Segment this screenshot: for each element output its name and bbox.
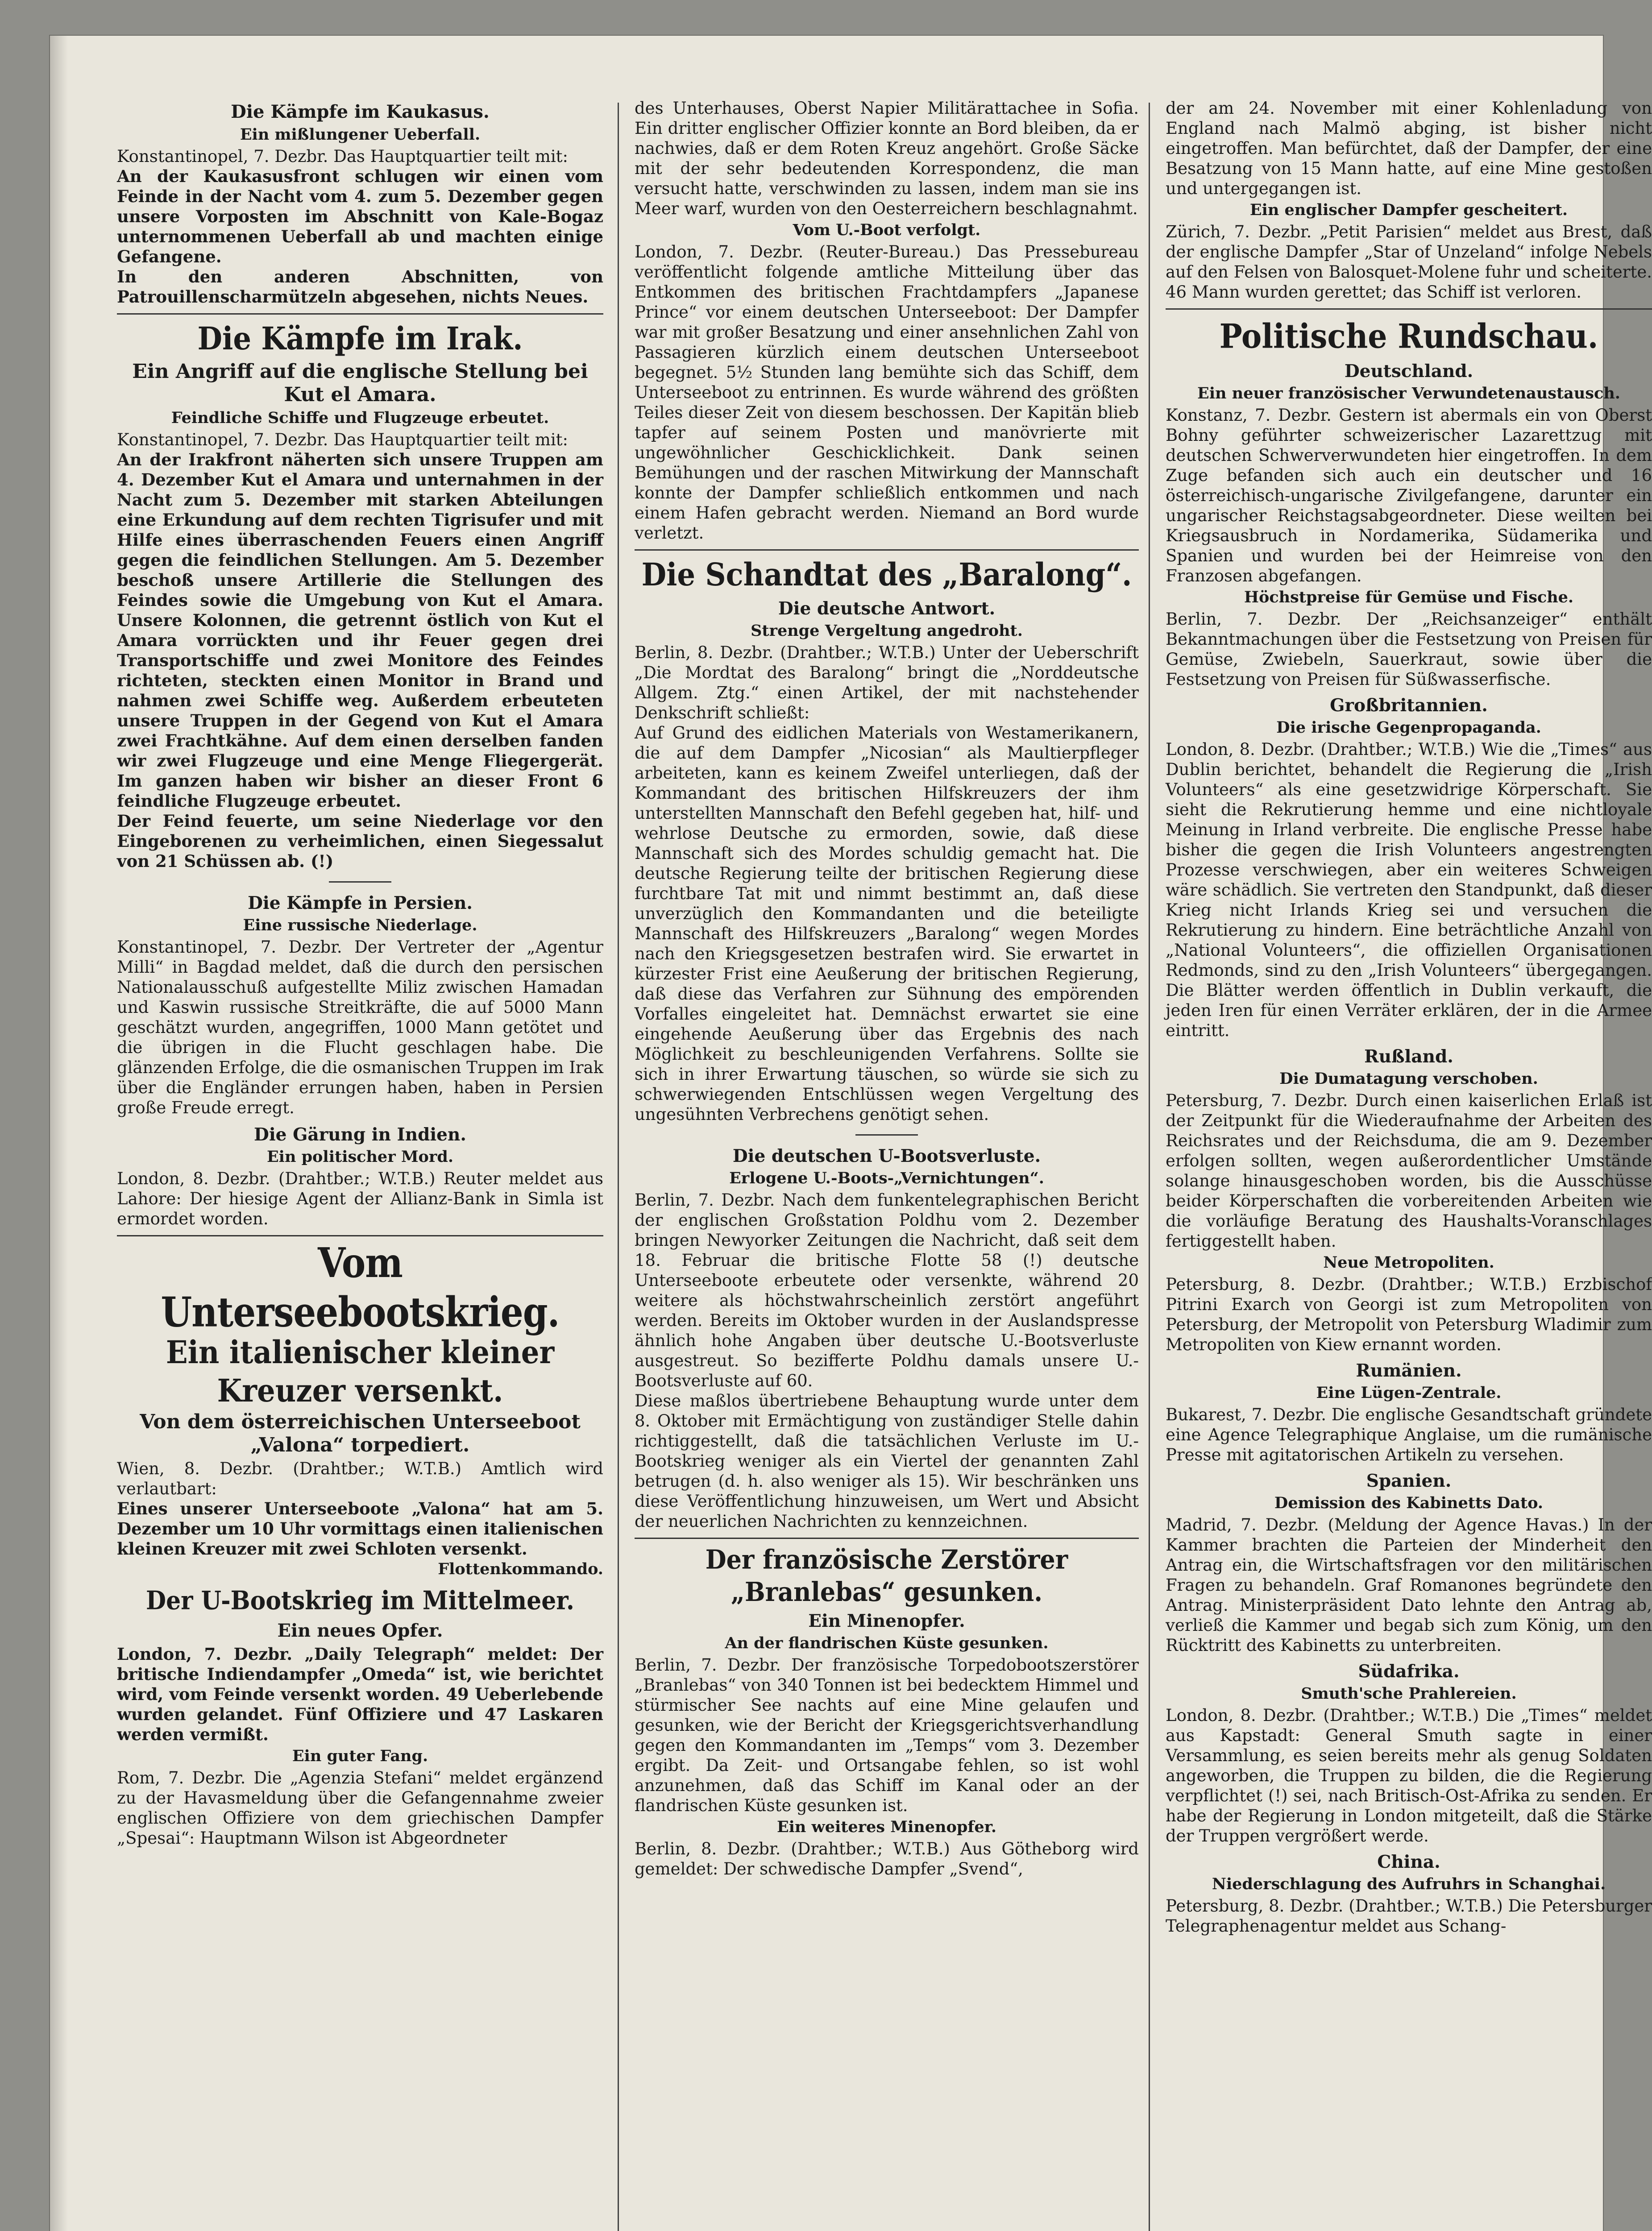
column-3 xyxy=(1166,98,1652,2231)
article-text: Eines unserer Unterseeboote „Valona“ hat am 5. Dezember um 10 Uhr vormittags einen italienischen kleinen Kreuzer mit zwei Schloten versenkt. xyxy=(117,1499,603,1559)
dateline: Konstantinopel, 7. Dezbr. Das Hauptquartier teilt mit: xyxy=(117,147,568,166)
article-text: Diese maßlos übertriebene Behauptung wurde unter dem 8. Oktober mit Ermächtigung von zuständiger Stelle dahin richtiggestellt, daß die tatsächlichen Verluste im U.-Bootskrieg weniger als ein Viertel der genannten Zahl betrugen (d. h. also weniger als 15). Wir beschränken uns diese Veröffentlichung hinzuweisen, um Wert und Absicht der neuerlichen Nachrichten zu kennzeichnen. xyxy=(635,1391,1139,1531)
article-ubootkrieg xyxy=(117,1238,603,1579)
section-politische-rundschau xyxy=(1166,318,1652,1936)
article-text: An der Irakfront näherten sich unsere Truppen am 4. Dezember Kut el Amara und unternahmen in der Nacht zum 5. Dezember mit starken Abteilungen eine Erkundung auf dem rechten Tigrisufer und mit Hilfe eines überraschenden Feuers einen Angriff gegen die feindlichen Stellungen. Am 5. Dezember beschoß unsere Artillerie die Stellungen des Feindes sowie die Umgebung von Kut el Amara. Unsere Kolonnen, die getrennt östlich von Kut el Amara vorrückten und ihr Feuer gegen drei Transportschiffe und zwei Monitore des Feindes richteten, steckten einen Monitor in Brand und nahmen zwei Schiffe weg. Außerdem erbeuteten unsere Truppen in der Gegend von Kut el Amara zwei Frachtkähne. Auf dem einen derselben fanden wir zwei Flugzeuge und eine Menge Fliegergerät. Im ganzen haben wir bisher an dieser Front 6 feindliche Flugzeuge erbeutet. xyxy=(117,450,603,811)
article-text: Auf Grund des eidlichen Materials von Westamerikanern, die auf dem Dampfer „Nicosian“ als Maultierpfleger arbeiteten, kann es keinem Zweifel unterliegen, daß der Kommandant des britischen Hilfskreuzers der ihm unterstellten Mannschaft den Befehl gegeben hat, hilf- und wehrlose Deutsche zu ermorden, sowie, daß diese Mannschaft sich des Mordes schuldig gemacht hat. Die deutsche Regierung teilte der britischen Regierung diese furchtbare Tat mit und nimmt bestimmt an, daß diese unverzüglich den Kommandanten und die beteiligte Mannschaft des Hilfskreuzers „Baralong“ wegen Mordes nach den Kriegsgesetzen bestrafen wird. Sie erwartet in kürzester Frist eine Aeußerung der britischen Regierung, daß diese das Verfahren zur Sühnung des empörenden Vorfalles eingeleitet hat. Demnächst erwartet sie eine eingehende Aeußerung über das Ergebnis des nach Möglichkeit zu beschleunigenden Verfahrens. Sollte sie sich in ihrer Erwartung täuschen, so würde sie sich zu schwerwiegenden Entschlüssen wegen Vergeltung des ungesühnten Verbrechens genötigt sehen. xyxy=(635,723,1139,1124)
country-heading: Rußland. xyxy=(1364,1046,1453,1067)
divider xyxy=(855,1134,918,1136)
subheadline: Strenge Vergeltung angedroht. xyxy=(751,622,1023,640)
subheadline: Neue Metropoliten. xyxy=(1323,1253,1494,1272)
headline: Die Gärung in Indien. xyxy=(254,1124,466,1145)
country-heading: China. xyxy=(1377,1852,1440,1872)
country-heading: Spanien. xyxy=(1366,1471,1452,1491)
subheadline: Ein mißlungener Ueberfall. xyxy=(240,125,481,144)
article-text: Petersburg, 7. Dezbr. Durch einen kaiserlichen Erlaß ist der Zeitpunkt für die Wiederaufnahme der Arbeiten des Reichsrates und der Reichsduma, die am 9. Dezember erfolgen sollten, wegen außerordentlicher Umstände solange hinausgeschoben worden, bis die Ausschüsse beider Körperschaften die vorbereitenden Arbeiten wie die vorläufige Beratung des Haushalts-Voranschlages fertiggestellt haben. xyxy=(1166,1091,1652,1251)
subheadline: Ein weiteres Minenopfer. xyxy=(776,1818,997,1836)
subheadline: Die deutsche Antwort. xyxy=(778,598,996,619)
subheadline: Die irische Gegenpropaganda. xyxy=(1276,718,1541,737)
article-text: Der Feind feuerte, um seine Niederlage vor den Eingeborenen zu verheimlichen, einen Siegessalut von 21 Schüssen ab. (!) xyxy=(117,811,603,871)
article-text: Berlin, 7. Dezbr. Der französische Torpedobootszerstörer „Branlebas“ von 340 Tonnen ist bei bedecktem Himmel und stürmischer See nachts auf eine Mine gelaufen und gesunken, wie der Bericht der Kriegsgerichtsverhandlung gegen den Kommandanten im „Temps“ vom 3. Dezember ergibt. Da Zeit- und Ortsangabe fehlen, so ist wohl anzunehmen, daß das Schiff im Kanal oder an der flandrischen Küste gesunken ist. xyxy=(635,1655,1139,1815)
column-rule xyxy=(618,103,619,2231)
subheadline: Ein Minenopfer. xyxy=(808,1611,965,1631)
subheadline: Vom U.-Boot verfolgt. xyxy=(793,221,981,239)
article-continuation xyxy=(635,98,1139,543)
article-text: Berlin, 7. Dezbr. Nach dem funkentelegraphischen Bericht der englischen Großstation Poldhu vom 2. Dezember bringen Newyorker Zeitungen die Nachricht, daß seit dem 18. Februar die britische Flotte 58 (!) deutsche Unterseeboote erbeutete oder versenkte, während 20 weitere als höchstwahrscheinlich zerstört angeführt werden. Bereits im Oktober wurden in der Auslandspresse ähnlich hohe Angaben über deutsche U.-Bootsverluste ausgestreut. So bezifferte Poldhu damals unsere U.-Bootsverluste auf 60. xyxy=(635,1190,1139,1390)
subheadline: Erlogene U.-Boots-„Vernichtungen“. xyxy=(729,1169,1044,1187)
headline: Vom Unterseebootskrieg. xyxy=(161,1238,560,1336)
article-text: des Unterhauses, Oberst Napier Militärattachee in Sofia. Ein dritter englischer Offizier konnte an Bord bleiben, da er nachwies, daß er dem Roten Kreuz angehört. Große Säcke mit der sehr bedeutenden Korrespondenz, die man versucht hatte, verschwinden zu lassen, indem man sie ins Meer warf, wurden von den Oesterreichern beschlagnahmt. xyxy=(635,99,1139,218)
article-baralong xyxy=(635,558,1139,1124)
article-text: Berlin, 8. Dezbr. (Drahtber.; W.T.B.) Aus Götheborg wird gemeldet: Der schwedische Dampfer „Svend“, xyxy=(635,1839,1139,1879)
article-continuation xyxy=(1166,98,1652,302)
article-text: In den anderen Abschnitten, von Patrouillenscharmützeln abgesehen, nichts Neues. xyxy=(117,267,603,307)
column-1 xyxy=(117,98,603,2231)
section-title: Politische Rundschau. xyxy=(1219,317,1598,356)
divider xyxy=(635,1538,1139,1539)
headline: Die Schandtat des „Baralong“. xyxy=(641,556,1132,593)
article-indien xyxy=(117,1124,603,1229)
country-heading: Rumänien. xyxy=(1356,1360,1462,1381)
country-heading: Deutschland. xyxy=(1344,361,1474,382)
subheadline: Von dem österreichischen Unterseeboot „Valona“ torpediert. xyxy=(140,1410,581,1456)
headline: Die Kämpfe im Irak. xyxy=(197,320,523,357)
subheadline: Ein neuer französischer Verwundetenaustausch. xyxy=(1197,384,1620,402)
article-text: Konstanz, 7. Dezbr. Gestern ist abermals ein von Oberst Bohny geführter schweizerischer Lazarettzug mit deutschen Schwerverwundeten hier eingetroffen. In dem Zuge befanden sich auch ein deutscher und 16 österreichisch-ungarische Zivilgefangene, darunter ein ungarischer Reichstagsabgeordneter. Diese weilten bei Kriegsausbruch in Nordamerika, Südamerika und Spanien und wurden bei der Heimreise von den Franzosen abgefangen. xyxy=(1166,406,1652,585)
headline: Die Kämpfe im Kaukasus. xyxy=(231,101,490,122)
subheadline: Demission des Kabinetts Dato. xyxy=(1274,1494,1544,1512)
article-text: London, 7. Dezbr. „Daily Telegraph“ meldet: Der britische Indiendampfer „Omeda“ ist, wie berichtet wird, vom Feinde versenkt worden. 49 Ueberlebende wurden gelandet. Fünf Offiziere und 47 Laskaren werden vermißt. xyxy=(117,1644,603,1744)
article-text: der am 24. November mit einer Kohlenladung von England nach Malmö abging, ist bisher nicht eingetroffen. Man befürchtet, daß der Dampfer, der eine Besatzung von 15 Mann hatte, auf eine Mine gestoßen und untergegangen ist. xyxy=(1166,99,1652,198)
article-text: Zürich, 7. Dezbr. „Petit Parisien“ meldet aus Brest, daß der englische Dampfer „Star of Unzeland“ infolge Nebels auf den Felsen von Balosquet-Molene fuhr und scheiterte. 46 Mann wurden gerettet; das Schiff ist verloren. xyxy=(1166,222,1652,302)
column-rule xyxy=(1149,103,1150,2231)
dateline: Konstantinopel, 7. Dezbr. Das Hauptquartier teilt mit: xyxy=(117,430,568,449)
article-text: Berlin, 7. Dezbr. Der „Reichsanzeiger“ enthält Bekanntmachungen über die Festsetzung von Preisen für Gemüse, Zwiebeln, Sauerkraut, sowie über die Festsetzung von Preisen für Süßwasserfische. xyxy=(1166,610,1652,689)
subheadline: Eine russische Niederlage. xyxy=(243,916,477,934)
column-2 xyxy=(635,98,1139,2231)
subheadline: Ein neues Opfer. xyxy=(277,1620,443,1641)
subheadline: Eine Lügen-Zentrale. xyxy=(1316,1384,1502,1402)
country-heading: Großbritannien. xyxy=(1330,695,1488,716)
article-irak xyxy=(117,322,603,871)
article-text: Madrid, 7. Dezbr. (Meldung der Agence Havas.) In der Kammer brachten die Parteien der Minderheit den Antrag ein, die Wirtschaftsfragen vor den militärischen Fragen zu behandeln. Graf Romanones begründete den Antrag. Ministerpräsident Dato lehnte den Antrag ab, verließ die Kammer und begab sich zum König, um den Rücktritt des Kabinetts zu unterbreiten. xyxy=(1166,1515,1652,1655)
subheadline: Feindliche Schiffe und Flugzeuge erbeutet. xyxy=(171,409,549,427)
newspaper-page xyxy=(50,36,1652,2231)
article-text: London, 7. Dezbr. (Reuter-Bureau.) Das Pressebureau veröffentlicht folgende amtliche Mitteilung über das Entkommen des britischen Frachtdampfers „Japanese Prince“ vor einem deutschen Unterseeboot: Der Dampfer war mit großer Besatzung und einer ansehnlichen Zahl von Passagieren kürzlich einem deutschen Unterseeboot begegnet. 5½ Stunden lang bemühte sich das Schiff, dem Unterseeboot zu entrinnen. Es wurde während des größten Teiles dieser Zeit von diesem beschossen. Der Kapitän blieb tapfer auf seinem Posten und manövrierte mit ungewöhnlicher Geschicklichkeit. Dank seinen Bemühungen und der raschen Mitwirkung der Mannschaft konnte der Dampfer schließlich entkommen und nach einem Hafen gebracht werden. Niemand an Bord wurde verletzt. xyxy=(635,242,1139,543)
article-persien xyxy=(117,892,603,1118)
subheadline: An der flandrischen Küste gesunken. xyxy=(725,1634,1049,1652)
dateline: Wien, 8. Dezbr. (Drahtber.; W.T.B.) Amtlich wird verlautbart: xyxy=(117,1459,603,1498)
divider xyxy=(117,1235,603,1236)
article-text: Konstantinopel, 7. Dezbr. Der Vertreter der „Agentur Milli“ in Bagdad meldet, daß die durch den persischen Nationalausschuß aufgestellte Miliz zwischen Hamadan und Kaswin russische Streitkräfte, die auf 5000 Mann geschätzt wurden, angegriffen, 1000 Mann getötet und die übrigen in die Flucht geschlagen habe. Die glänzenden Erfolge, die die osmanischen Truppen im Irak über die Engländer errungen haben, haben in Persien große Freude erregt. xyxy=(117,937,603,1117)
article-branlebas xyxy=(635,1543,1139,1879)
divider xyxy=(117,313,603,315)
subheadline: Ein politischer Mord. xyxy=(266,1148,454,1166)
article-text: Rom, 7. Dezbr. Die „Agenzia Stefani“ meldet ergänzend zu der Havasmeldung über die Gefangennahme zweier englischen Offiziere von dem griechischen Dampfer „Spesai“: Hauptmann Wilson ist Abgeordneter xyxy=(117,1768,603,1848)
subheadline: Ein Angriff auf die englische Stellung bei Kut el Amara. xyxy=(132,360,588,406)
subheadline: Niederschlagung des Aufruhrs in Schanghai. xyxy=(1212,1875,1606,1893)
headline: Der französische Zerstörer „Branlebas“ gesunken. xyxy=(705,1543,1068,1608)
divider xyxy=(329,881,391,883)
headline: Der U-Bootskrieg im Mittelmeer. xyxy=(145,1585,575,1616)
article-verluste xyxy=(635,1145,1139,1531)
signature: Flottenkommando. xyxy=(438,1560,603,1578)
article-text: London, 8. Dezbr. (Drahtber.; W.T.B.) Reuter meldet aus Lahore: Der hiesige Agent der Allianz-Bank in Simla ist ermordet worden. xyxy=(117,1169,603,1228)
headline: Die Kämpfe in Persien. xyxy=(248,893,473,913)
article-text: Berlin, 8. Dezbr. (Drahtber.; W.T.B.) Unter der Ueberschrift „Die Mordtat des Baralong“ bringt die „Norddeutsche Allgem. Ztg.“ einen Artikel, der mit nachstehender Denkschrift schließt: xyxy=(635,643,1139,722)
article-mittelmeer xyxy=(117,1586,603,1848)
article-text: An der Kaukasusfront schlugen wir einen vom Feinde in der Nacht vom 4. zum 5. Dezember gegen unsere Vorposten im Abschnitt von Kale-Bogaz unternommenen Ueberfall ab und machten einige Gefangene. xyxy=(117,166,603,266)
country-heading: Südafrika. xyxy=(1358,1661,1460,1682)
subheadline: Ein guter Fang. xyxy=(292,1747,428,1765)
article-kaukasus xyxy=(117,101,603,307)
article-text: Bukarest, 7. Dezbr. Die englische Gesandtschaft gründete eine Agence Telegraphique Anglaise, um die rumänische Presse mit agitatorischen Artikeln zu versehen. xyxy=(1166,1405,1652,1464)
article-text: London, 8. Dezbr. (Drahtber.; W.T.B.) Wie die „Times“ aus Dublin berichtet, behandelt die Regierung die „Irish Volunteers“ als eine gesetzwidrige Körperschaft. Sie sieht die Rekrutierung hemme und eine nichtloyale Meinung in Irland verbreite. Die englische Presse habe bisher die gegen die Irish Volunteers angestrengten Prozesse verschwiegen, aber ein weiteres Schweigen wäre schädlich. Sie vertreten den Standpunkt, daß dieser Krieg nicht Irlands Krieg sei und versuchen die Rekrutierung zu hindern. Eine beträchtliche Anzahl von „National Volunteers“, die offiziellen Organisationen Redmonds, sind zu den „Irish Volunteers“ übergegangen. Die Blätter werden öffentlich in Dublin verkauft, die jeden Iren für einen Verräter erklären, der in die Armee eintritt. xyxy=(1166,740,1652,1040)
subheadline: Höchstpreise für Gemüse und Fische. xyxy=(1244,588,1574,606)
subheadline: Die Dumatagung verschoben. xyxy=(1279,1070,1538,1088)
divider xyxy=(635,549,1139,551)
article-text: London, 8. Dezbr. (Drahtber.; W.T.B.) Die „Times“ meldet aus Kapstadt: General Smuth sagte in einer Versammlung, es seien bereits mehr als genug Soldaten angeworben, die Truppen zu bilden, die die Regierung verpflichtet (!) sei, nach Britisch-Ost-Afrika zu senden. Er habe der Regierung in London mitgeteilt, daß die Stärke der Truppen vergrößert werde. xyxy=(1166,1706,1652,1845)
headline: Die deutschen U-Bootsverluste. xyxy=(732,1146,1041,1166)
article-text: Petersburg, 8. Dezbr. (Drahtber.; W.T.B.) Die Petersburger Telegraphenagentur meldet aus Schang- xyxy=(1166,1896,1652,1936)
subheadline: Ein englischer Dampfer gescheitert. xyxy=(1249,201,1568,219)
headline-secondary: Ein italienischer kleiner Kreuzer versenkt. xyxy=(166,1334,555,1410)
article-text: Petersburg, 8. Dezbr. (Drahtber.; W.T.B.) Erzbischof Pitrini Exarch von Georgi ist zum Metropoliten von Petersburg, der Metropolit von Petersburg Wladimir zum Metropoliten von Kiew ernannt worden. xyxy=(1166,1275,1652,1354)
subheadline: Smuth'sche Prahlereien. xyxy=(1301,1684,1517,1703)
divider xyxy=(1166,308,1652,310)
